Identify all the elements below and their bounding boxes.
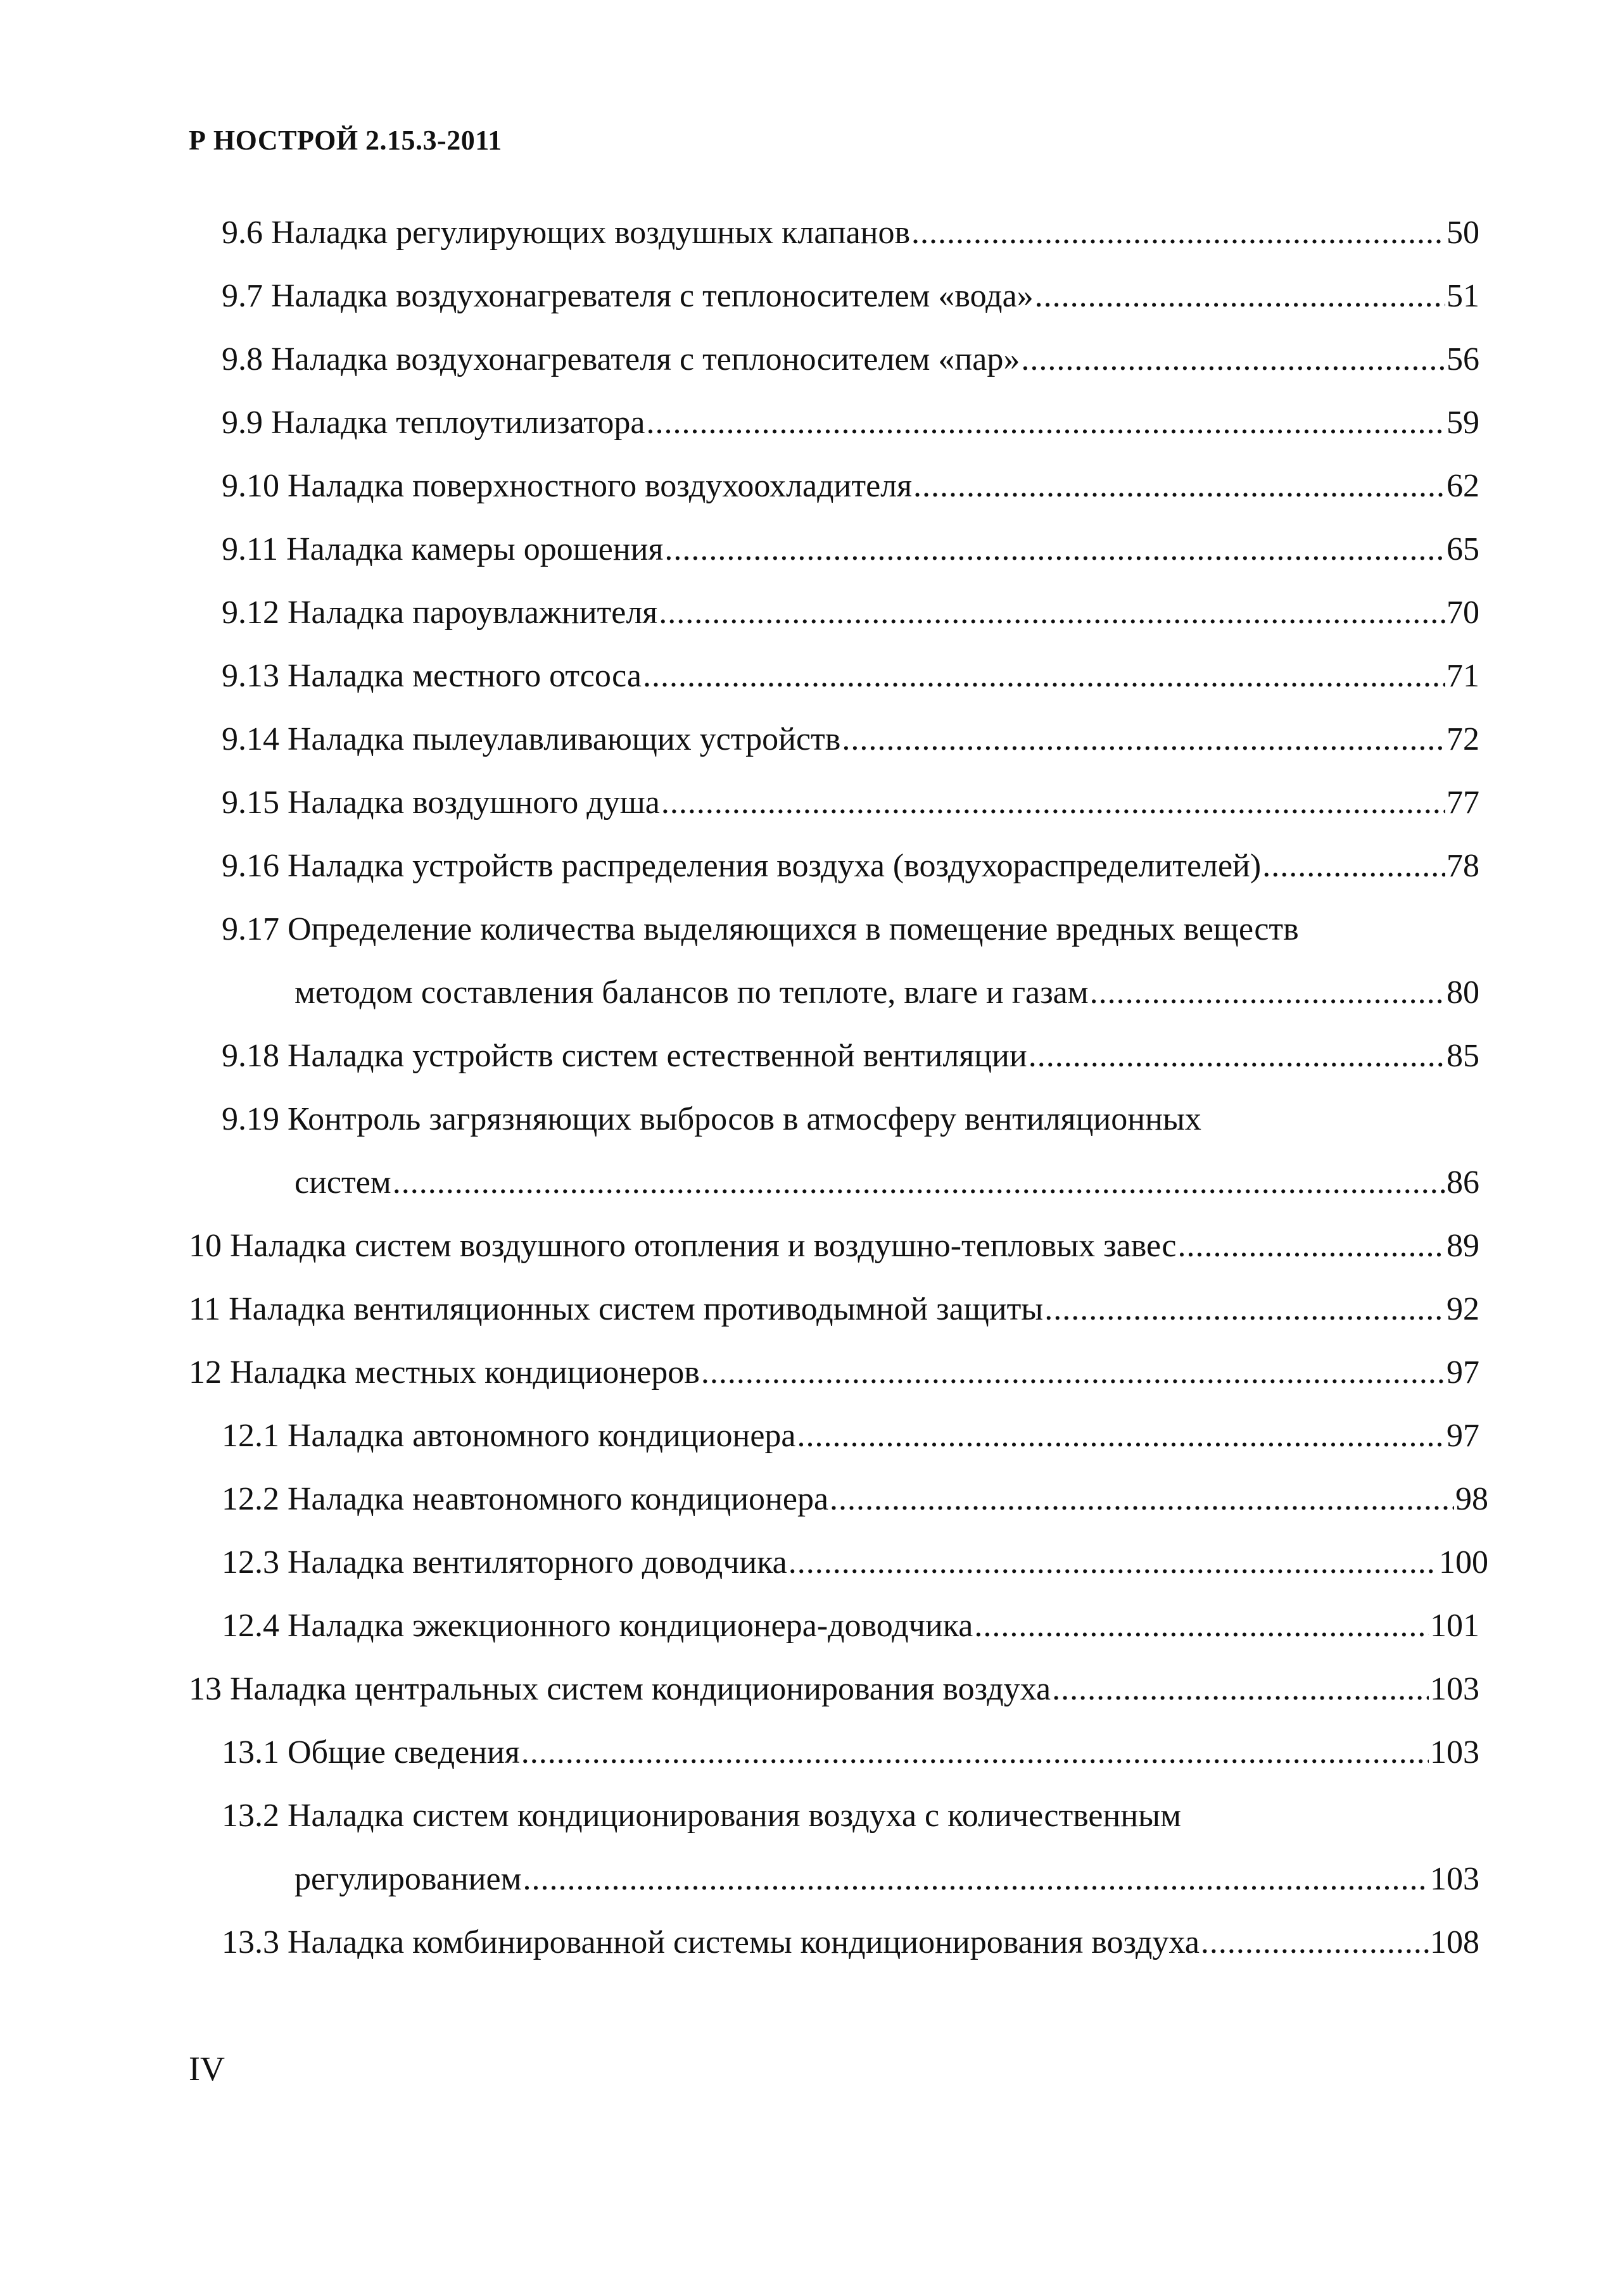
- toc-page: 72: [1447, 721, 1479, 757]
- dot-leader: [1044, 1289, 1445, 1330]
- toc-entry-9-9[interactable]: [222, 403, 1479, 443]
- toc-entry-9-19-line2[interactable]: [294, 1163, 1479, 1203]
- toc-number: 9.11: [222, 531, 279, 567]
- toc-title: Наладка воздушного душа: [288, 785, 660, 821]
- toc-number: 9.10: [222, 468, 279, 504]
- toc-page: 97: [1447, 1418, 1479, 1454]
- dot-leader: [1177, 1226, 1445, 1266]
- toc-page: 103: [1430, 1671, 1479, 1707]
- toc-entry-9-19-line1[interactable]: [222, 1099, 1201, 1140]
- toc-number: 9.18: [222, 1038, 279, 1074]
- dot-leader: [974, 1606, 1429, 1646]
- toc-number: 9.6: [222, 215, 263, 251]
- toc-title: Наладка местного отсоса: [288, 658, 642, 694]
- dot-leader: [911, 213, 1445, 253]
- toc-entry-12[interactable]: [189, 1353, 1479, 1393]
- toc-entry-13-2-line2[interactable]: [294, 1859, 1479, 1900]
- toc-title: Наладка центральных систем кондиционирования воздуха: [230, 1671, 1051, 1707]
- toc-number: 9.7: [222, 278, 263, 314]
- toc-page: 103: [1430, 1734, 1479, 1770]
- toc-number: 13.2: [222, 1798, 279, 1834]
- toc-title: Наладка комбинированной системы кондиционирования воздуха: [288, 1924, 1200, 1960]
- dot-leader: [797, 1416, 1446, 1456]
- dot-leader: [701, 1353, 1445, 1393]
- toc-page: 78: [1447, 848, 1479, 884]
- toc-title-line1: Контроль загрязняющих выбросов в атмосферу вентиляционных: [288, 1101, 1201, 1137]
- dot-leader: [830, 1479, 1454, 1520]
- toc-number: 10: [189, 1228, 222, 1264]
- toc-number: 13.3: [222, 1924, 279, 1960]
- toc-title: Наладка вентиляторного доводчика: [288, 1544, 787, 1580]
- toc-title: Наладка систем воздушного отопления и воздушно-тепловых завес: [230, 1228, 1177, 1264]
- toc-number: 9.15: [222, 785, 279, 821]
- toc-page: 98: [1455, 1481, 1488, 1517]
- toc-entry-9-13[interactable]: [222, 656, 1479, 697]
- toc-entry-9-17-line2[interactable]: [294, 973, 1479, 1013]
- toc-page: 62: [1447, 468, 1479, 504]
- dot-leader: [1201, 1922, 1429, 1963]
- toc-page: 56: [1447, 341, 1479, 377]
- document-code-header: Р НОСТРОЙ 2.15.3-2011: [189, 125, 502, 156]
- toc-title: Наладка автономного кондиционера: [288, 1418, 796, 1454]
- toc-entry-9-17-line1[interactable]: [222, 909, 1299, 950]
- toc-number: 9.13: [222, 658, 279, 694]
- toc-entry-9-11[interactable]: [222, 529, 1479, 570]
- toc-title: Наладка устройств систем естественной вентиляции: [288, 1038, 1027, 1074]
- toc-number: 9.8: [222, 341, 263, 377]
- dot-leader: [661, 783, 1445, 823]
- toc-entry-9-8[interactable]: [222, 339, 1479, 380]
- toc-entry-13-1[interactable]: [222, 1732, 1479, 1773]
- dot-leader: [1052, 1669, 1429, 1710]
- dot-leader: [521, 1732, 1429, 1773]
- toc-entry-12-4[interactable]: [222, 1606, 1479, 1646]
- toc-title-line1: Определение количества выделяющихся в помещение вредных веществ: [288, 911, 1299, 947]
- toc-entry-11[interactable]: [189, 1289, 1479, 1330]
- toc-number: 13: [189, 1671, 222, 1707]
- toc-title: Наладка поверхностного воздухоохладителя: [288, 468, 913, 504]
- toc-number: 13.1: [222, 1734, 279, 1770]
- toc-entry-9-18[interactable]: [222, 1036, 1479, 1076]
- toc-title-line1: Наладка систем кондиционирования воздуха с количественным: [288, 1798, 1182, 1834]
- toc-page: 89: [1447, 1228, 1479, 1264]
- dot-leader: [1090, 973, 1445, 1013]
- dot-leader: [523, 1859, 1429, 1900]
- toc-title: Наладка теплоутилизатора: [271, 405, 645, 441]
- toc-entry-9-15[interactable]: [222, 783, 1479, 823]
- toc-title: Наладка устройств распределения воздуха (воздухораспределителей): [288, 848, 1262, 884]
- toc-title-line2: регулированием: [294, 1861, 522, 1897]
- toc-entry-9-7[interactable]: [222, 276, 1479, 317]
- toc-entry-9-14[interactable]: [222, 719, 1479, 760]
- toc-number: 12.1: [222, 1418, 279, 1454]
- toc-number: 9.17: [222, 911, 279, 947]
- dot-leader: [393, 1163, 1445, 1203]
- toc-page: 92: [1447, 1291, 1479, 1327]
- dot-leader: [1021, 339, 1445, 380]
- toc-title: Наладка вентиляционных систем противодымной защиты: [229, 1291, 1044, 1327]
- toc-number: 11: [189, 1291, 221, 1327]
- dot-leader: [913, 466, 1445, 507]
- toc-page: 50: [1447, 215, 1479, 251]
- toc-page: 86: [1447, 1164, 1479, 1201]
- toc-page: 97: [1447, 1354, 1479, 1391]
- toc-title: Наладка неавтономного кондиционера: [288, 1481, 829, 1517]
- toc-number: 9.16: [222, 848, 279, 884]
- toc-entry-9-12[interactable]: [222, 593, 1479, 633]
- toc-page: 77: [1447, 785, 1479, 821]
- toc-entry-13-2-line1[interactable]: [222, 1796, 1181, 1836]
- toc-number: 12: [189, 1354, 222, 1391]
- toc-title: Наладка воздухонагревателя с теплоносителем «пар»: [271, 341, 1020, 377]
- dot-leader: [643, 656, 1445, 697]
- toc-page: 70: [1447, 595, 1479, 631]
- toc-title: Наладка местных кондиционеров: [230, 1354, 700, 1391]
- toc-entry-13-3[interactable]: [222, 1922, 1479, 1963]
- toc-entry-9-10[interactable]: [222, 466, 1479, 507]
- toc-title: Наладка камеры орошения: [286, 531, 664, 567]
- toc-page: 100: [1439, 1544, 1488, 1580]
- toc-number: 12.2: [222, 1481, 279, 1517]
- toc-number: 9.12: [222, 595, 279, 631]
- toc-entry-12-2[interactable]: [222, 1479, 1488, 1520]
- toc-number: 9.19: [222, 1101, 279, 1137]
- toc-entry-12-1[interactable]: [222, 1416, 1479, 1456]
- dot-leader: [1262, 846, 1445, 886]
- toc-number: 9.14: [222, 721, 279, 757]
- toc-page: 51: [1447, 278, 1479, 314]
- toc-number: 12.4: [222, 1608, 279, 1644]
- dot-leader: [1035, 276, 1445, 317]
- toc-title: Наладка пылеулавливающих устройств: [288, 721, 841, 757]
- toc-title: Наладка эжекционного кондиционера-доводчика: [288, 1608, 973, 1644]
- dot-leader: [659, 593, 1445, 633]
- toc-title: Общие сведения: [288, 1734, 520, 1770]
- dot-leader: [788, 1542, 1438, 1583]
- toc-title: Наладка регулирующих воздушных клапанов: [271, 215, 911, 251]
- toc-title: Наладка воздухонагревателя с теплоносителем «вода»: [271, 278, 1034, 314]
- toc-entry-10[interactable]: [189, 1226, 1479, 1266]
- dot-leader: [646, 403, 1445, 443]
- toc-title-line2: систем: [294, 1164, 391, 1201]
- toc-page: 59: [1447, 405, 1479, 441]
- toc-page: 108: [1430, 1924, 1479, 1960]
- toc-entry-13[interactable]: [189, 1669, 1479, 1710]
- toc-page: 65: [1447, 531, 1479, 567]
- toc-page: 71: [1447, 658, 1479, 694]
- toc-page: 101: [1430, 1608, 1479, 1644]
- dot-leader: [1029, 1036, 1445, 1076]
- toc-entry-9-6[interactable]: [222, 213, 1479, 253]
- toc-entry-12-3[interactable]: [222, 1542, 1488, 1583]
- toc-page: 103: [1430, 1861, 1479, 1897]
- dot-leader: [664, 529, 1445, 570]
- toc-number: 9.9: [222, 405, 263, 441]
- toc-title: Наладка пароувлажнителя: [288, 595, 658, 631]
- toc-entry-9-16[interactable]: [222, 846, 1479, 886]
- page-number: IV: [189, 2050, 225, 2088]
- toc-page: 85: [1447, 1038, 1479, 1074]
- toc-number: 12.3: [222, 1544, 279, 1580]
- toc-page: 80: [1447, 975, 1479, 1011]
- dot-leader: [842, 719, 1445, 760]
- toc-title-line2: методом составления балансов по теплоте, влаге и газам: [294, 975, 1089, 1011]
